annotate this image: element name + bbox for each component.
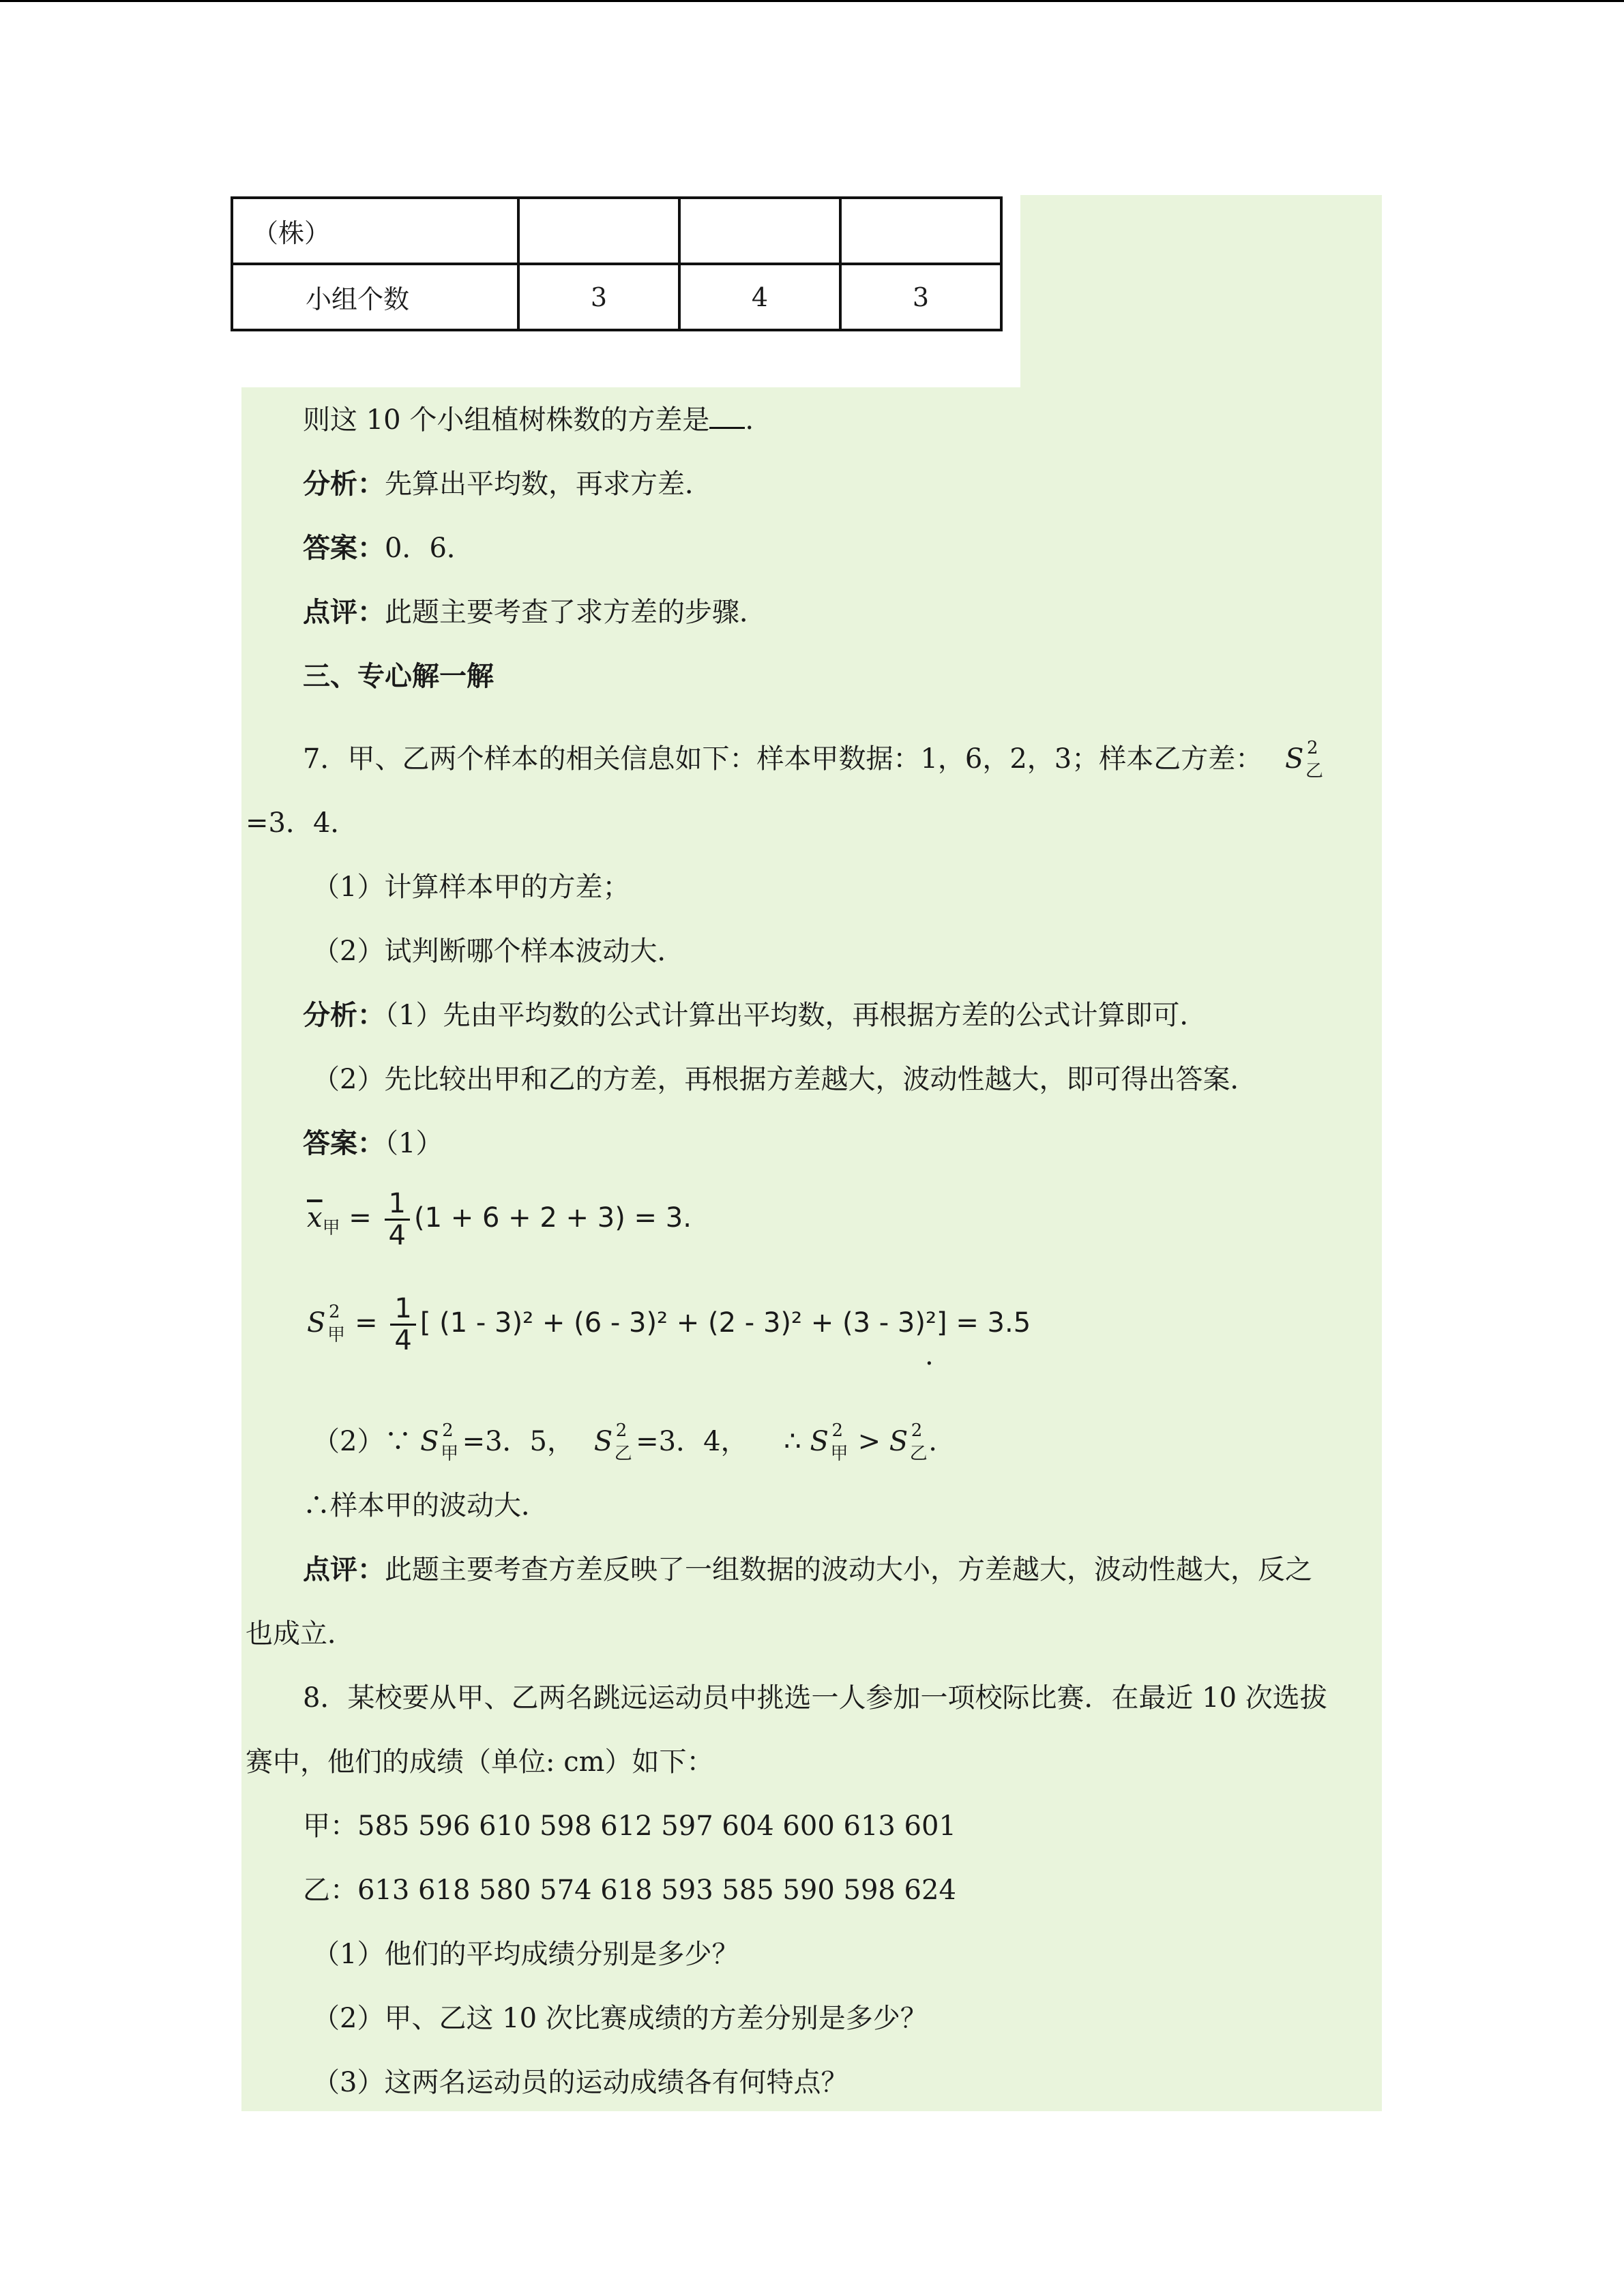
s-yi-variance-symbol: S 2 乙: [889, 1420, 928, 1464]
mean-formula: $\overline{x}_甲$ = $\frac{1}{4}$ (1 + 6 + 2 + 3) = 3.: [307, 1187, 692, 1251]
s-jia-variance-symbol: S 2 甲: [810, 1420, 848, 1464]
q6-analysis: 分析：先算出平均数，再求方差．: [303, 468, 712, 500]
q7-part1: （1）计算样本甲的方差；: [312, 871, 630, 903]
tree-count-table: [231, 196, 1003, 331]
answer-blank: [709, 404, 745, 429]
s-yi-variance-symbol: S 2 乙: [593, 1420, 632, 1464]
q8-yi-scores: 乙：613 618 580 574 618 593 585 590 598 624: [303, 1875, 956, 1906]
table-cell: [518, 198, 679, 264]
s-jia-variance-symbol: S 2 甲: [307, 1302, 346, 1345]
table-cell: 3: [840, 264, 1001, 330]
q7-comment-continued: 也成立．: [246, 1618, 355, 1650]
section-title: 三、专心解一解: [303, 660, 494, 692]
q6-answer: 答案：0．6．: [303, 532, 474, 564]
table-row: [232, 264, 1001, 330]
q7-stem: 7．甲、乙两个样本的相关信息如下：样本甲数据：1，6，2，3；样本乙方差： S 2 乙: [303, 738, 1323, 781]
q8-stem-continued: 赛中，他们的成绩（单位: cm）如下：: [246, 1746, 714, 1778]
table-cell-label: （株）: [232, 198, 518, 264]
q6-comment: 点评：此题主要考查了求方差的步骤．: [303, 596, 767, 628]
formula-period: .: [925, 1340, 934, 1371]
q7-answer: 答案：（1）: [303, 1127, 443, 1159]
q7-analysis: 分析：（1）先由平均数的公式计算出平均数，再根据方差的公式计算即可．: [303, 999, 1207, 1031]
q8-question-3: （3）这两名运动员的运动成绩各有何特点？: [312, 2067, 848, 2098]
q7-part2: （2）试判断哪个样本波动大．: [312, 936, 685, 967]
q7-stem-continued: =3．4．: [246, 807, 358, 839]
s-jia-variance-symbol: S 2 甲: [420, 1420, 459, 1464]
q6-question: 则这 10 个小组植树株数的方差是 .: [303, 404, 754, 436]
table-cell: 3: [518, 264, 679, 330]
q8-jia-scores: 甲：585 596 610 598 612 597 604 600 613 601: [303, 1810, 956, 1842]
q7-analysis-2: （2）先比较出甲和乙的方差，再根据方差越大，波动性越大，即可得出答案．: [312, 1064, 1258, 1095]
fraction: $\frac{1}{4}$: [385, 1189, 410, 1251]
s-yi-variance-symbol: S 2 乙: [1284, 738, 1323, 781]
table-cell: 4: [679, 264, 840, 330]
q7-conclusion: ∴样本甲的波动大．: [303, 1490, 548, 1521]
q8-question-2: （2）甲、乙这 10 次比赛成绩的方差分别是多少？: [312, 2003, 928, 2034]
table-cell: [840, 198, 1001, 264]
q7-comment: 点评：此题主要考查方差反映了一组数据的波动大小，方差越大，波动性越大，反之: [303, 1553, 1312, 1585]
q8-question-1: （1）他们的平均成绩分别是多少？: [312, 1939, 739, 1970]
fraction: $\frac{1}{4}$: [390, 1294, 415, 1356]
table-row: [232, 198, 1001, 264]
q8-stem: 8．某校要从甲、乙两名跳远运动员中挑选一人参加一项校际比赛．在最近 10 次选拔: [303, 1682, 1327, 1714]
table-cell-label: 小组个数: [232, 264, 518, 330]
page-top-border: [0, 0, 1624, 2]
q7-part2-answer: （2）∵ S 2 甲 =3．5， S 2 乙 =3．4， ∴ S 2 甲 > S 2 乙 .: [312, 1420, 937, 1464]
table-cell: [679, 198, 840, 264]
variance-formula: S 2 甲 = $\frac{1}{4}$ [ (1 - 3)² + (6 - 3)² + (2 - 3)² + (3 - 3)²] = 3.5: [307, 1289, 1031, 1357]
